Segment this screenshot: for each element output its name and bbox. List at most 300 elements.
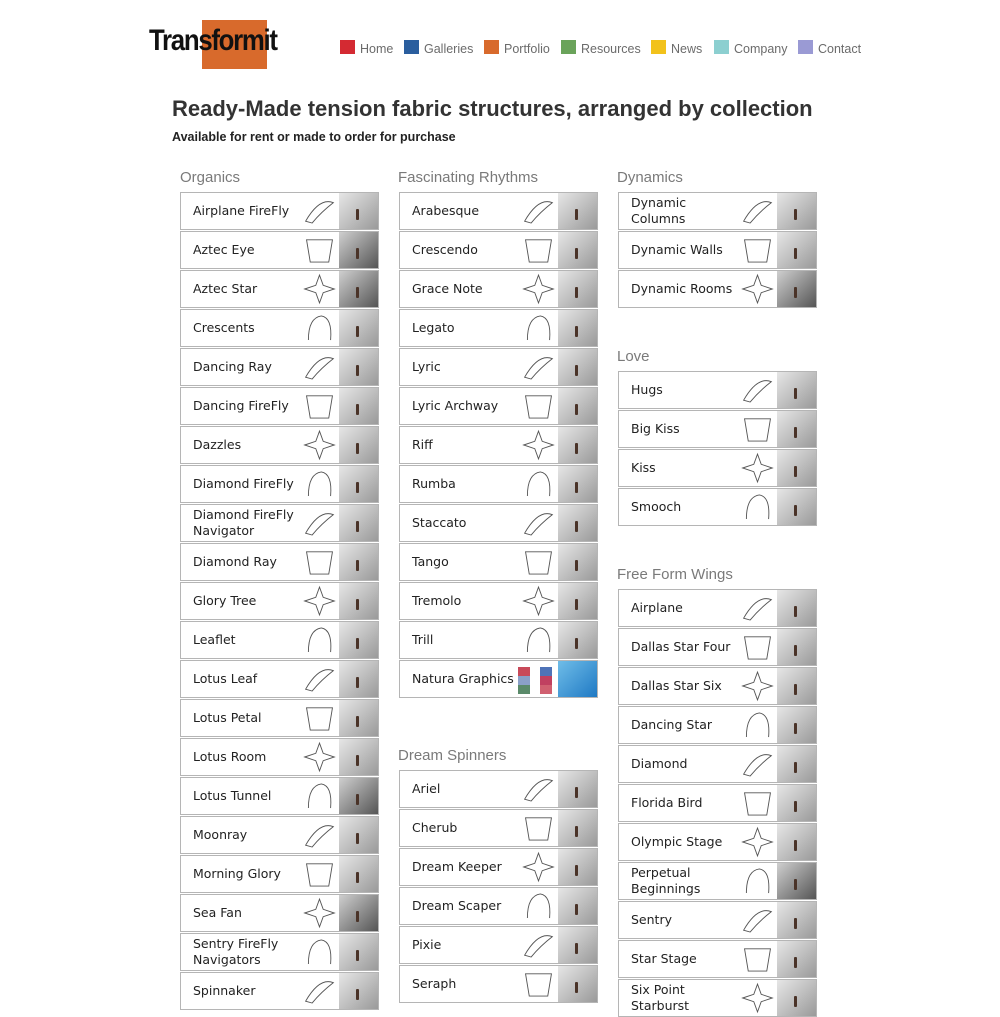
item-photo-thumbnail bbox=[558, 583, 597, 619]
item-photo-thumbnail bbox=[558, 232, 597, 268]
lotus-leaf-sketch-icon bbox=[301, 663, 338, 695]
nav-galleries-square-icon bbox=[404, 40, 419, 54]
item-photo-thumbnail bbox=[339, 817, 378, 853]
item-airplane[interactable] bbox=[618, 589, 817, 627]
item-photo-thumbnail bbox=[558, 388, 597, 424]
dancing-ray-sketch-icon bbox=[301, 351, 338, 383]
item-label: Sentry bbox=[631, 912, 672, 927]
natura-graphics-thumbnails-icon bbox=[518, 667, 560, 693]
item-photo-thumbnail bbox=[777, 590, 816, 626]
sentry-sketch-icon bbox=[739, 904, 776, 936]
item-label: Six Point Starburst bbox=[631, 982, 690, 1013]
person-figure-icon bbox=[794, 840, 797, 851]
item-photo-thumbnail bbox=[339, 193, 378, 229]
item-photo-thumbnail bbox=[558, 927, 597, 963]
item-label: Kiss bbox=[631, 460, 656, 475]
airplane-sketch-icon bbox=[739, 592, 776, 624]
item-arabesque[interactable] bbox=[399, 192, 598, 230]
item-lyric-archway[interactable] bbox=[399, 387, 598, 425]
person-figure-icon bbox=[794, 723, 797, 734]
item-big-kiss[interactable] bbox=[618, 410, 817, 448]
item-photo-thumbnail bbox=[558, 193, 597, 229]
pixie-sketch-icon bbox=[520, 929, 557, 961]
collection-title-free-form-wings: Free Form Wings bbox=[617, 566, 733, 583]
item-photo-thumbnail bbox=[339, 310, 378, 346]
legato-sketch-icon bbox=[520, 312, 557, 344]
item-label: Diamond FireFly bbox=[193, 476, 294, 491]
item-smooch[interactable] bbox=[618, 488, 817, 526]
item-lotus-petal[interactable] bbox=[180, 699, 379, 737]
item-label: Tremolo bbox=[412, 593, 462, 608]
collection-title-love: Love bbox=[617, 348, 650, 365]
person-figure-icon bbox=[356, 560, 359, 571]
person-figure-icon bbox=[794, 645, 797, 656]
item-lotus-leaf[interactable] bbox=[180, 660, 379, 698]
item-photo-thumbnail bbox=[339, 739, 378, 775]
item-photo-thumbnail bbox=[558, 810, 597, 846]
item-photo-thumbnail bbox=[339, 505, 378, 541]
item-label: Ariel bbox=[412, 781, 441, 796]
person-figure-icon bbox=[575, 865, 578, 876]
dynamic-rooms-sketch-icon bbox=[739, 273, 776, 305]
item-photo-thumbnail bbox=[339, 427, 378, 463]
spinnaker-sketch-icon bbox=[301, 975, 338, 1007]
diamond-ray-sketch-icon bbox=[301, 546, 338, 578]
item-label: Lyric bbox=[412, 359, 441, 374]
item-photo-thumbnail bbox=[777, 372, 816, 408]
person-figure-icon bbox=[794, 388, 797, 399]
item-label: Pixie bbox=[412, 937, 442, 952]
item-label: Seraph bbox=[412, 976, 457, 991]
diamond-sketch-icon bbox=[739, 748, 776, 780]
item-label: Hugs bbox=[631, 382, 663, 397]
item-dynamic-rooms[interactable] bbox=[618, 270, 817, 308]
nav-contact-label: Contact bbox=[818, 42, 862, 56]
item-label: Dynamic Rooms bbox=[631, 281, 733, 296]
collection-title-dream-spinners: Dream Spinners bbox=[398, 747, 507, 764]
moonray-sketch-icon bbox=[301, 819, 338, 851]
dream-scaper-sketch-icon bbox=[520, 890, 557, 922]
item-label: Trill bbox=[412, 632, 434, 647]
item-label: Dream Scaper bbox=[412, 898, 502, 913]
item-label: Dazzles bbox=[193, 437, 242, 452]
item-label: Aztec Eye bbox=[193, 242, 255, 257]
item-morning-glory[interactable] bbox=[180, 855, 379, 893]
diamond-firefly-sketch-icon bbox=[301, 468, 338, 500]
person-figure-icon bbox=[575, 209, 578, 220]
item-label: Diamond FireFly Navigator bbox=[193, 507, 294, 538]
dallas-star-four-sketch-icon bbox=[739, 631, 776, 663]
dancing-firefly-sketch-icon bbox=[301, 390, 338, 422]
item-leaflet[interactable] bbox=[180, 621, 379, 659]
collection-title-organics: Organics bbox=[180, 169, 241, 186]
item-florida-bird[interactable] bbox=[618, 784, 817, 822]
item-dynamic-walls[interactable] bbox=[618, 231, 817, 269]
person-figure-icon bbox=[575, 599, 578, 610]
item-photo-thumbnail bbox=[339, 232, 378, 268]
nav-galleries-label: Galleries bbox=[424, 42, 474, 56]
morning-glory-sketch-icon bbox=[301, 858, 338, 890]
person-figure-icon bbox=[794, 996, 797, 1007]
tango-sketch-icon bbox=[520, 546, 557, 578]
item-olympic-stage[interactable] bbox=[618, 823, 817, 861]
airplane-firefly-sketch-icon bbox=[301, 195, 338, 227]
item-label: Sentry FireFly Navigators bbox=[193, 936, 279, 967]
ariel-sketch-icon bbox=[520, 773, 557, 805]
nav-company-label: Company bbox=[734, 42, 788, 56]
item-label: Aztec Star bbox=[193, 281, 258, 296]
person-figure-icon bbox=[356, 911, 359, 922]
page-subtitle: Available for rent or made to order for purchase bbox=[172, 130, 456, 144]
item-sentry-firefly-navigators[interactable] bbox=[180, 933, 379, 971]
item-photo-thumbnail bbox=[777, 746, 816, 782]
nav-resources-label: Resources bbox=[581, 42, 641, 56]
item-label: Star Stage bbox=[631, 951, 697, 966]
item-photo-thumbnail bbox=[339, 895, 378, 931]
item-photo-thumbnail bbox=[339, 583, 378, 619]
item-lotus-room[interactable] bbox=[180, 738, 379, 776]
lyric-archway-sketch-icon bbox=[520, 390, 557, 422]
item-photo-thumbnail bbox=[777, 411, 816, 447]
item-grace-note[interactable] bbox=[399, 270, 598, 308]
item-photo-thumbnail bbox=[777, 941, 816, 977]
person-figure-icon bbox=[356, 521, 359, 532]
item-natura-graphics[interactable] bbox=[399, 660, 598, 698]
item-photo-thumbnail bbox=[777, 232, 816, 268]
person-figure-icon bbox=[356, 989, 359, 1000]
person-figure-icon bbox=[356, 248, 359, 259]
item-pixie[interactable] bbox=[399, 926, 598, 964]
grace-note-sketch-icon bbox=[520, 273, 557, 305]
item-tremolo[interactable] bbox=[399, 582, 598, 620]
person-figure-icon bbox=[794, 684, 797, 695]
person-figure-icon bbox=[794, 287, 797, 298]
dynamic-columns-sketch-icon bbox=[739, 195, 776, 227]
item-label: Diamond Ray bbox=[193, 554, 277, 569]
item-label: Big Kiss bbox=[631, 421, 680, 436]
person-figure-icon bbox=[356, 482, 359, 493]
item-photo-thumbnail bbox=[777, 629, 816, 665]
item-photo-thumbnail bbox=[339, 544, 378, 580]
item-photo-thumbnail bbox=[558, 349, 597, 385]
florida-bird-sketch-icon bbox=[739, 787, 776, 819]
item-label: Lotus Room bbox=[193, 749, 267, 764]
item-label: Dallas Star Four bbox=[631, 639, 731, 654]
item-hugs[interactable] bbox=[618, 371, 817, 409]
person-figure-icon bbox=[575, 482, 578, 493]
item-photo-thumbnail bbox=[777, 785, 816, 821]
item-photo-thumbnail bbox=[339, 700, 378, 736]
item-dallas-star-six[interactable] bbox=[618, 667, 817, 705]
collection-title-fascinating-rhythms: Fascinating Rhythms bbox=[398, 169, 539, 186]
person-figure-icon bbox=[575, 904, 578, 915]
person-figure-icon bbox=[575, 365, 578, 376]
sentry-firefly-navigators-sketch-icon bbox=[301, 936, 338, 968]
item-star-stage[interactable] bbox=[618, 940, 817, 978]
person-figure-icon bbox=[356, 404, 359, 415]
item-photo-thumbnail bbox=[339, 973, 378, 1009]
item-label: Crescents bbox=[193, 320, 255, 335]
person-figure-icon bbox=[575, 521, 578, 532]
person-figure-icon bbox=[356, 833, 359, 844]
tremolo-sketch-icon bbox=[520, 585, 557, 617]
item-photo-thumbnail bbox=[777, 668, 816, 704]
item-label: Lotus Petal bbox=[193, 710, 262, 725]
item-aztec-eye[interactable] bbox=[180, 231, 379, 269]
item-moonray[interactable] bbox=[180, 816, 379, 854]
item-airplane-firefly[interactable] bbox=[180, 192, 379, 230]
item-label: Morning Glory bbox=[193, 866, 281, 881]
olympic-stage-sketch-icon bbox=[739, 826, 776, 858]
item-tango[interactable] bbox=[399, 543, 598, 581]
item-glory-tree[interactable] bbox=[180, 582, 379, 620]
person-figure-icon bbox=[356, 326, 359, 337]
riff-sketch-icon bbox=[520, 429, 557, 461]
item-diamond-firefly-navigator[interactable] bbox=[180, 504, 379, 542]
item-label: Airplane FireFly bbox=[193, 203, 290, 218]
person-figure-icon bbox=[356, 443, 359, 454]
item-six-point-starburst[interactable] bbox=[618, 979, 817, 1017]
big-kiss-sketch-icon bbox=[739, 413, 776, 445]
dancing-star-sketch-icon bbox=[739, 709, 776, 741]
person-figure-icon bbox=[575, 404, 578, 415]
person-figure-icon bbox=[794, 606, 797, 617]
item-label: Spinnaker bbox=[193, 983, 256, 998]
item-photo-thumbnail bbox=[558, 466, 597, 502]
item-dream-scaper[interactable] bbox=[399, 887, 598, 925]
item-photo-thumbnail bbox=[558, 661, 597, 697]
item-rumba[interactable] bbox=[399, 465, 598, 503]
person-figure-icon bbox=[575, 248, 578, 259]
item-photo-thumbnail bbox=[339, 622, 378, 658]
item-cherub[interactable] bbox=[399, 809, 598, 847]
person-figure-icon bbox=[794, 879, 797, 890]
logo[interactable] bbox=[149, 20, 277, 69]
item-label: Natura Graphics bbox=[412, 671, 514, 686]
item-photo-thumbnail bbox=[558, 771, 597, 807]
item-sea-fan[interactable] bbox=[180, 894, 379, 932]
dream-keeper-sketch-icon bbox=[520, 851, 557, 883]
diamond-firefly-navigator-sketch-icon bbox=[301, 507, 338, 539]
nav-company-square-icon bbox=[714, 40, 729, 54]
item-photo-thumbnail bbox=[558, 849, 597, 885]
lotus-petal-sketch-icon bbox=[301, 702, 338, 734]
item-photo-thumbnail bbox=[339, 661, 378, 697]
item-label: Crescendo bbox=[412, 242, 478, 257]
item-label: Dancing Star bbox=[631, 717, 713, 732]
person-figure-icon bbox=[356, 950, 359, 961]
nav-news-square-icon bbox=[651, 40, 666, 54]
item-crescendo[interactable] bbox=[399, 231, 598, 269]
item-dancing-star[interactable] bbox=[618, 706, 817, 744]
item-lyric[interactable] bbox=[399, 348, 598, 386]
item-diamond-firefly[interactable] bbox=[180, 465, 379, 503]
person-figure-icon bbox=[356, 638, 359, 649]
aztec-eye-sketch-icon bbox=[301, 234, 338, 266]
item-label: Dynamic Walls bbox=[631, 242, 723, 257]
item-photo-thumbnail bbox=[558, 622, 597, 658]
item-photo-thumbnail bbox=[339, 271, 378, 307]
item-seraph[interactable] bbox=[399, 965, 598, 1003]
sea-fan-sketch-icon bbox=[301, 897, 338, 929]
item-label: Olympic Stage bbox=[631, 834, 723, 849]
nav-news-label: News bbox=[671, 42, 703, 56]
item-aztec-star[interactable] bbox=[180, 270, 379, 308]
item-dancing-firefly[interactable] bbox=[180, 387, 379, 425]
item-photo-thumbnail bbox=[777, 271, 816, 307]
person-figure-icon bbox=[794, 248, 797, 259]
person-figure-icon bbox=[794, 209, 797, 220]
person-figure-icon bbox=[356, 872, 359, 883]
person-figure-icon bbox=[575, 982, 578, 993]
item-photo-thumbnail bbox=[777, 863, 816, 899]
person-figure-icon bbox=[356, 794, 359, 805]
person-figure-icon bbox=[575, 638, 578, 649]
item-photo-thumbnail bbox=[339, 778, 378, 814]
person-figure-icon bbox=[794, 801, 797, 812]
person-figure-icon bbox=[575, 826, 578, 837]
item-photo-thumbnail bbox=[777, 489, 816, 525]
item-photo-thumbnail bbox=[558, 544, 597, 580]
kiss-sketch-icon bbox=[739, 452, 776, 484]
item-label: Legato bbox=[412, 320, 455, 335]
six-point-starburst-sketch-icon bbox=[739, 982, 776, 1014]
item-diamond-ray[interactable] bbox=[180, 543, 379, 581]
item-photo-thumbnail bbox=[339, 934, 378, 970]
person-figure-icon bbox=[794, 762, 797, 773]
lotus-room-sketch-icon bbox=[301, 741, 338, 773]
crescendo-sketch-icon bbox=[520, 234, 557, 266]
leaflet-sketch-icon bbox=[301, 624, 338, 656]
item-photo-thumbnail bbox=[777, 980, 816, 1016]
arabesque-sketch-icon bbox=[520, 195, 557, 227]
glory-tree-sketch-icon bbox=[301, 585, 338, 617]
person-figure-icon bbox=[356, 365, 359, 376]
item-label: Dancing Ray bbox=[193, 359, 272, 374]
person-figure-icon bbox=[356, 209, 359, 220]
person-figure-icon bbox=[575, 943, 578, 954]
item-label: Arabesque bbox=[412, 203, 480, 218]
person-figure-icon bbox=[794, 957, 797, 968]
item-label: Glory Tree bbox=[193, 593, 257, 608]
item-label: Dream Keeper bbox=[412, 859, 502, 874]
item-trill[interactable] bbox=[399, 621, 598, 659]
nav-portfolio-square-icon bbox=[484, 40, 499, 54]
person-figure-icon bbox=[794, 427, 797, 438]
rumba-sketch-icon bbox=[520, 468, 557, 500]
page-title: Ready-Made tension fabric structures, arranged by collection bbox=[172, 96, 813, 121]
staccato-sketch-icon bbox=[520, 507, 557, 539]
lotus-tunnel-sketch-icon bbox=[301, 780, 338, 812]
hugs-sketch-icon bbox=[739, 374, 776, 406]
item-label: Grace Note bbox=[412, 281, 483, 296]
crescents-sketch-icon bbox=[301, 312, 338, 344]
item-label: Airplane bbox=[631, 600, 683, 615]
item-label: Riff bbox=[412, 437, 433, 452]
star-stage-sketch-icon bbox=[739, 943, 776, 975]
nav-home-label: Home bbox=[360, 42, 394, 56]
dallas-star-six-sketch-icon bbox=[739, 670, 776, 702]
item-legato[interactable] bbox=[399, 309, 598, 347]
item-label: Dynamic Columns bbox=[631, 195, 687, 226]
item-photo-thumbnail bbox=[777, 193, 816, 229]
item-kiss[interactable] bbox=[618, 449, 817, 487]
item-photo-thumbnail bbox=[339, 349, 378, 385]
trill-sketch-icon bbox=[520, 624, 557, 656]
item-label: Leaflet bbox=[193, 632, 236, 647]
item-ariel[interactable] bbox=[399, 770, 598, 808]
person-figure-icon bbox=[356, 287, 359, 298]
item-photo-thumbnail bbox=[558, 271, 597, 307]
item-label: Florida Bird bbox=[631, 795, 703, 810]
person-figure-icon bbox=[356, 716, 359, 727]
collection-title-dynamics: Dynamics bbox=[617, 169, 683, 186]
person-figure-icon bbox=[575, 560, 578, 571]
item-dancing-ray[interactable] bbox=[180, 348, 379, 386]
item-spinnaker[interactable] bbox=[180, 972, 379, 1010]
item-lotus-tunnel[interactable] bbox=[180, 777, 379, 815]
item-diamond[interactable] bbox=[618, 745, 817, 783]
item-label: Tango bbox=[412, 554, 449, 569]
item-dynamic-columns[interactable] bbox=[618, 192, 817, 230]
item-label: Lyric Archway bbox=[412, 398, 499, 413]
logo-text: Transformit bbox=[149, 24, 277, 57]
person-figure-icon bbox=[356, 677, 359, 688]
item-photo-thumbnail bbox=[777, 707, 816, 743]
item-label: Lotus Leaf bbox=[193, 671, 258, 686]
person-figure-icon bbox=[575, 287, 578, 298]
item-photo-thumbnail bbox=[558, 427, 597, 463]
item-photo-thumbnail bbox=[558, 505, 597, 541]
person-figure-icon bbox=[794, 505, 797, 516]
item-crescents[interactable] bbox=[180, 309, 379, 347]
item-photo-thumbnail bbox=[339, 856, 378, 892]
lyric-sketch-icon bbox=[520, 351, 557, 383]
person-figure-icon bbox=[794, 918, 797, 929]
item-dazzles[interactable] bbox=[180, 426, 379, 464]
item-label: Smooch bbox=[631, 499, 682, 514]
smooch-sketch-icon bbox=[739, 491, 776, 523]
item-label: Diamond bbox=[631, 756, 688, 771]
dazzles-sketch-icon bbox=[301, 429, 338, 461]
item-label: Dallas Star Six bbox=[631, 678, 722, 693]
item-staccato[interactable] bbox=[399, 504, 598, 542]
item-photo-thumbnail bbox=[777, 902, 816, 938]
item-label: Sea Fan bbox=[193, 905, 242, 920]
item-sentry[interactable] bbox=[618, 901, 817, 939]
person-figure-icon bbox=[356, 755, 359, 766]
item-label: Cherub bbox=[412, 820, 458, 835]
item-perpetual-beginnings[interactable] bbox=[618, 862, 817, 900]
item-photo-thumbnail bbox=[777, 450, 816, 486]
item-photo-thumbnail bbox=[558, 310, 597, 346]
item-riff[interactable] bbox=[399, 426, 598, 464]
person-figure-icon bbox=[575, 443, 578, 454]
item-photo-thumbnail bbox=[558, 966, 597, 1002]
item-label: Dancing FireFly bbox=[193, 398, 289, 413]
item-dream-keeper[interactable] bbox=[399, 848, 598, 886]
item-label: Rumba bbox=[412, 476, 456, 491]
person-figure-icon bbox=[356, 599, 359, 610]
person-figure-icon bbox=[575, 787, 578, 798]
item-label: Moonray bbox=[193, 827, 248, 842]
dynamic-walls-sketch-icon bbox=[739, 234, 776, 266]
item-label: Lotus Tunnel bbox=[193, 788, 272, 803]
item-photo-thumbnail bbox=[777, 824, 816, 860]
item-photo-thumbnail bbox=[558, 888, 597, 924]
item-dallas-star-four[interactable] bbox=[618, 628, 817, 666]
person-figure-icon bbox=[794, 466, 797, 477]
